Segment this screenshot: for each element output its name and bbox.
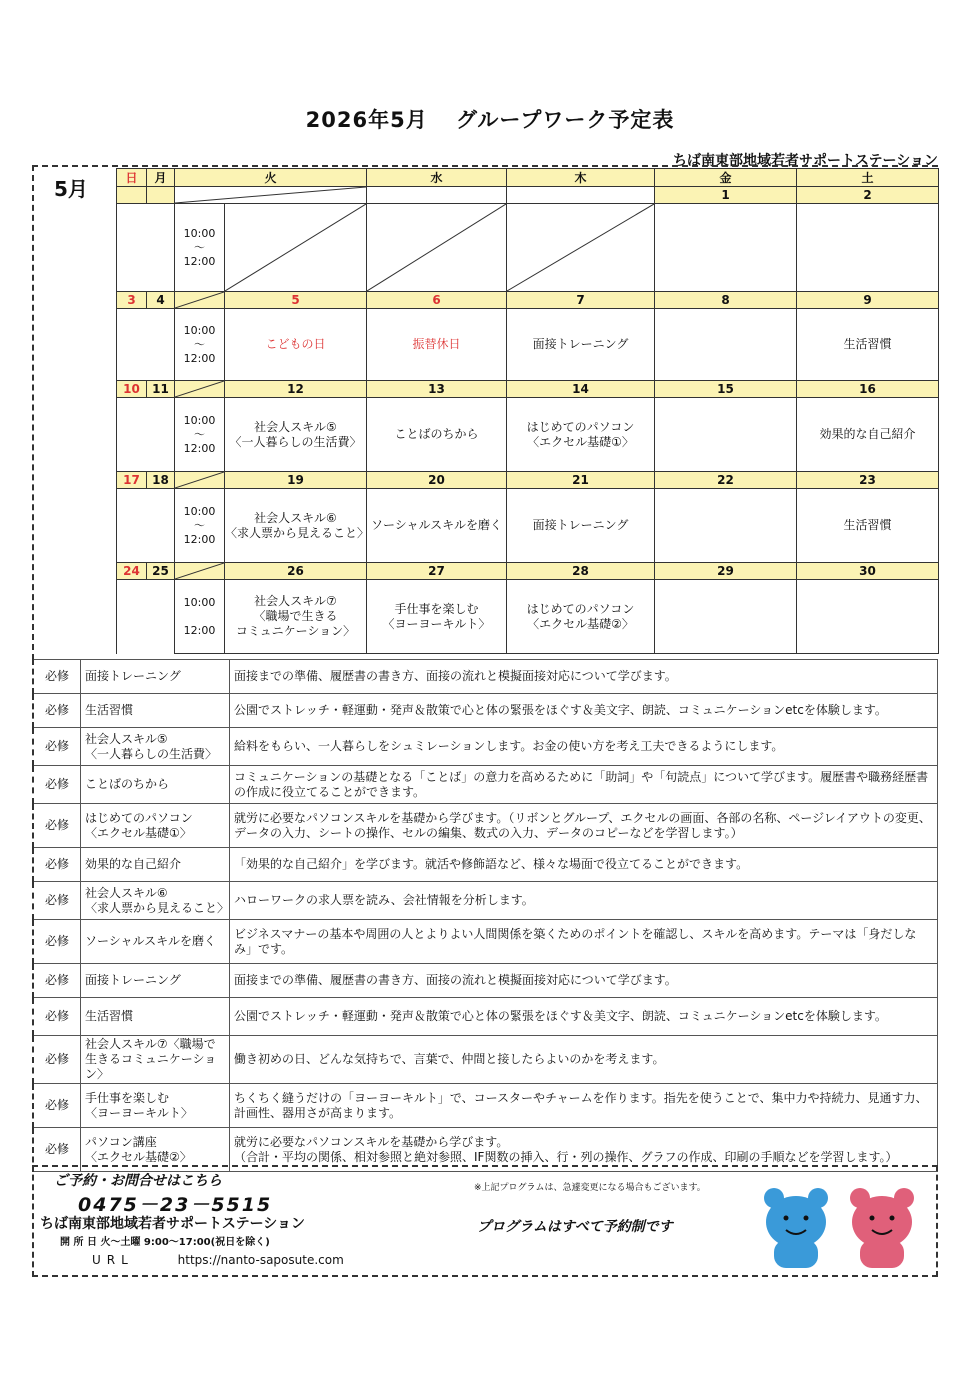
activity-tue: 社会人スキル⑤ 〈一人暮らしの生活費〉 <box>225 398 367 472</box>
course-description-table <box>32 659 938 1172</box>
date-row <box>117 292 939 309</box>
date-slash-cell <box>175 187 367 204</box>
date-sun: 17 <box>117 472 147 489</box>
date-spacer <box>175 381 225 398</box>
date-thu: 14 <box>507 381 655 398</box>
date-sat: 23 <box>797 472 939 489</box>
activity-tue: こどもの日 <box>225 309 367 381</box>
course-row <box>33 848 938 882</box>
date-fri: 22 <box>655 472 797 489</box>
required-label: 必修 <box>33 920 81 964</box>
mascot-bears-icon <box>756 1184 936 1270</box>
course-row <box>33 694 938 728</box>
opening-hours: 開 所 日 火～土曜 9:00～17:00(祝日を除く) <box>60 1237 270 1248</box>
url-line <box>92 1253 344 1267</box>
required-label: 必修 <box>33 998 81 1036</box>
activity-sat <box>797 580 939 654</box>
activity-thu: 面接トレーニング <box>507 489 655 563</box>
date-sun <box>117 187 147 204</box>
course-description: 「効果的な自己紹介」を学びます。就活や修飾語など、様々な場面で役立てることができます。 <box>230 848 938 882</box>
date-sun: 24 <box>117 563 147 580</box>
header-mon: 月 <box>147 169 175 187</box>
date-mon: 4 <box>147 292 175 309</box>
date-slash-cell <box>225 292 367 309</box>
activity-row <box>117 489 939 563</box>
blank-cell <box>117 398 175 472</box>
date-tue: 12 <box>287 382 304 396</box>
activity-tue <box>225 204 367 292</box>
course-description: 公園でストレッチ・軽運動・発声＆散策で心と体の緊張をほぐす＆美文字、朗読、コミュニケーションetcを体験します。 <box>230 694 938 728</box>
date-mon: 25 <box>147 563 175 580</box>
header-sat: 土 <box>797 169 939 187</box>
date-mon: 18 <box>147 472 175 489</box>
contact-heading: ご予約・お問合せはこちら <box>54 1173 222 1189</box>
required-label: 必修 <box>33 882 81 920</box>
date-thu: 28 <box>507 563 655 580</box>
activity-wed: 振替休日 <box>367 309 507 381</box>
activity-row <box>117 398 939 472</box>
date-sat: 9 <box>797 292 939 309</box>
date-fri: 29 <box>655 563 797 580</box>
required-label: 必修 <box>33 728 81 766</box>
course-name: 社会人スキル⑦〈職場で 生きるコミュニケーション〉 <box>81 1036 230 1084</box>
title-text: グループワーク予定表 <box>456 108 675 132</box>
blank-cell <box>117 580 175 654</box>
activity-row <box>117 204 939 292</box>
course-description: 給料をもらい、一人暮らしをシュミレーションします。お金の使い方を考え工夫できるようにします。 <box>230 728 938 766</box>
date-spacer <box>175 292 225 309</box>
activity-sat: 生活習慣 <box>797 309 939 381</box>
required-label: 必修 <box>33 964 81 998</box>
activity-thu: 面接トレーニング <box>507 309 655 381</box>
course-row <box>33 920 938 964</box>
date-wed: 20 <box>367 472 507 489</box>
required-label: 必修 <box>33 1036 81 1084</box>
blank-cell <box>117 309 175 381</box>
weekday-header <box>117 169 939 187</box>
course-description: ハローワークの求人票を読み、会社情報を分析します。 <box>230 882 938 920</box>
date-sun: 10 <box>117 381 147 398</box>
course-description: 面接までの準備、履歴書の書き方、面接の流れと模擬面接対応について学びます。 <box>230 660 938 694</box>
time-slot: 10:00 12:00 <box>175 580 225 654</box>
course-description: 就労に必要なパソコンスキルを基礎から学びます。 （合計・平均の関係、相対参照と絶対参照、IF関数の挿入、行・列の操作、グラフの作成、印刷の手順などを学習します。） <box>230 1128 938 1172</box>
activity-row <box>117 309 939 381</box>
blank-cell <box>117 204 175 292</box>
course-name: 生活習慣 <box>81 998 230 1036</box>
date-wed: 6 <box>367 292 507 309</box>
course-row <box>33 660 938 694</box>
activity-thu: はじめてのパソコン 〈エクセル基礎①〉 <box>507 398 655 472</box>
date-tue: 26 <box>287 564 304 578</box>
activity-tue: 社会人スキル⑥ 〈求人票から見えること〉 <box>225 489 367 563</box>
header-tue: 火 <box>175 169 367 187</box>
course-description: ビジネスマナーの基本や周囲の人とよりよい人間関係を築くためのポイントを確認し、スキルを高めます。テーマは「身だしなみ」です。 <box>230 920 938 964</box>
required-label: 必修 <box>33 1128 81 1172</box>
activity-sat: 生活習慣 <box>797 489 939 563</box>
reservation-note: プログラムはすべて予約制です <box>477 1219 673 1235</box>
date-sat: 16 <box>797 381 939 398</box>
required-label: 必修 <box>33 804 81 848</box>
date-fri: 8 <box>655 292 797 309</box>
date-wed <box>367 187 507 204</box>
date-spacer <box>175 563 225 580</box>
activity-wed: 手仕事を楽しむ 〈ヨーヨーキルト〉 <box>367 580 507 654</box>
date-slash-cell <box>225 381 367 398</box>
course-description: 働き初めの日、どんな気持ちで、言葉で、仲間と接したらよいのかを考えます。 <box>230 1036 938 1084</box>
course-row <box>33 728 938 766</box>
course-name: 手仕事を楽しむ 〈ヨーヨーキルト〉 <box>81 1084 230 1128</box>
date-fri: 15 <box>655 381 797 398</box>
date-thu: 21 <box>507 472 655 489</box>
url-label: URL <box>92 1253 134 1267</box>
course-name: 面接トレーニング <box>81 964 230 998</box>
date-slash-cell <box>225 472 367 489</box>
blue-bear-icon <box>764 1188 828 1268</box>
date-tue: 5 <box>291 293 300 307</box>
activity-thu <box>507 204 655 292</box>
course-description: コミュニケーションの基礎となる「ことば」の意力を高めるために「助詞」や「句読点」について学びます。履歴書や職務経歴書の作成に役立てることができます。 <box>230 766 938 804</box>
required-label: 必修 <box>33 660 81 694</box>
activity-wed: ソーシャルスキルを磨く <box>367 489 507 563</box>
required-label: 必修 <box>33 694 81 728</box>
organization-name: ちば南東部地域若者サポートステーション <box>672 153 938 169</box>
footer-org: ちば南東部地域若者サポートステーション <box>40 1216 306 1232</box>
date-slash-cell <box>225 563 367 580</box>
course-description: 面接までの準備、履歴書の書き方、面接の流れと模擬面接対応について学びます。 <box>230 964 938 998</box>
activity-tue: 社会人スキル⑦ 〈職場で生きる コミュニケーション〉 <box>225 580 367 654</box>
date-wed: 13 <box>367 381 507 398</box>
date-spacer <box>175 472 225 489</box>
activity-thu: はじめてのパソコン 〈エクセル基礎②〉 <box>507 580 655 654</box>
activity-wed: ことばのちから <box>367 398 507 472</box>
calendar-table <box>116 168 939 654</box>
phone-number: 0475－23－5515 <box>78 1194 273 1216</box>
activity-fri <box>655 398 797 472</box>
course-name: 社会人スキル⑤ 〈一人暮らしの生活費〉 <box>81 728 230 766</box>
header-wed: 水 <box>367 169 507 187</box>
course-name: 面接トレーニング <box>81 660 230 694</box>
date-mon <box>147 187 175 204</box>
date-thu <box>507 187 655 204</box>
url-link[interactable]: https://nanto-saposute.com <box>177 1253 344 1267</box>
course-name: はじめてのパソコン 〈エクセル基礎①〉 <box>81 804 230 848</box>
month-label: 5月 <box>54 177 88 201</box>
activity-wed <box>367 204 507 292</box>
required-label: 必修 <box>33 766 81 804</box>
header-thu: 木 <box>507 169 655 187</box>
course-row <box>33 1036 938 1084</box>
time-slot: 10:00 ～ 12:00 <box>175 309 225 381</box>
date-row <box>117 563 939 580</box>
course-name: 生活習慣 <box>81 694 230 728</box>
title-month: 2026年5月 <box>305 108 428 132</box>
date-wed: 27 <box>367 563 507 580</box>
header-fri: 金 <box>655 169 797 187</box>
course-description: 就労に必要なパソコンスキルを基礎から学びます。（リボンとグループ、エクセルの画面、各部の名称、ページレイアウトの変更、データの入力、シートの操作、セルの編集、数式の入力、データのコピーなどを学習します。） <box>230 804 938 848</box>
activity-fri <box>655 204 797 292</box>
date-thu: 7 <box>507 292 655 309</box>
date-sat: 30 <box>797 563 939 580</box>
page-title <box>0 104 980 134</box>
course-name: 効果的な自己紹介 <box>81 848 230 882</box>
activity-sat: 効果的な自己紹介 <box>797 398 939 472</box>
time-slot: 10:00 ～ 12:00 <box>175 489 225 563</box>
course-description: 公園でストレッチ・軽運動・発声＆散策で心と体の緊張をほぐす＆美文字、朗読、コミュニケーションetcを体験します。 <box>230 998 938 1036</box>
date-sat: 2 <box>797 187 939 204</box>
activity-fri <box>655 309 797 381</box>
course-description: ちくちく縫うだけの「ヨーヨーキルト」で、コースターやチャームを作ります。指先を使うことで、集中力や持続力、見通す力、計画性、器用さが高まります。 <box>230 1084 938 1128</box>
pink-bear-icon <box>850 1188 914 1268</box>
course-row <box>33 998 938 1036</box>
header-sun: 日 <box>117 169 147 187</box>
course-name: ソーシャルスキルを磨く <box>81 920 230 964</box>
activity-sat <box>797 204 939 292</box>
activity-row <box>117 580 939 654</box>
required-label: 必修 <box>33 848 81 882</box>
date-row <box>117 381 939 398</box>
date-fri: 1 <box>655 187 797 204</box>
activity-fri <box>655 489 797 563</box>
date-sun: 3 <box>117 292 147 309</box>
date-row <box>117 472 939 489</box>
change-note: ※上記プログラムは、急遽変更になる場合もございます。 <box>474 1183 706 1193</box>
activity-fri <box>655 580 797 654</box>
course-row <box>33 766 938 804</box>
course-name: 社会人スキル⑥ 〈求人票から見えること〉 <box>81 882 230 920</box>
required-label: 必修 <box>33 1084 81 1128</box>
date-mon: 11 <box>147 381 175 398</box>
course-row <box>33 1084 938 1128</box>
course-row <box>33 882 938 920</box>
course-row <box>33 964 938 998</box>
course-row <box>33 804 938 848</box>
time-slot: 10:00 ～ 12:00 <box>175 398 225 472</box>
blank-cell <box>117 489 175 563</box>
date-tue: 19 <box>287 473 304 487</box>
course-name: ことばのちから <box>81 766 230 804</box>
date-row <box>117 187 939 204</box>
time-slot: 10:00 ～ 12:00 <box>175 204 225 292</box>
course-name: パソコン講座 〈エクセル基礎②〉 <box>81 1128 230 1172</box>
